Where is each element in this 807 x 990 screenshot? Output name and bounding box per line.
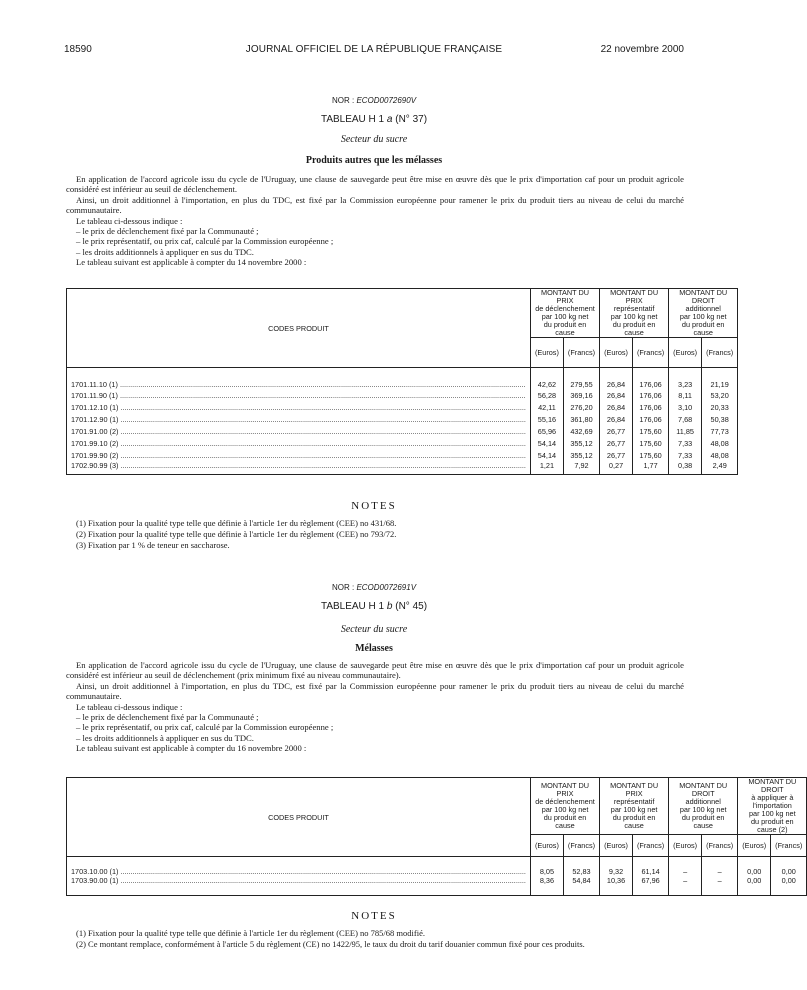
value-cell: 276,20 bbox=[563, 401, 599, 413]
group-line: MONTANT DU DROIT bbox=[748, 777, 797, 794]
value-cell: 21,19 bbox=[702, 368, 738, 390]
value-cell: 67,96 bbox=[632, 876, 668, 896]
dot-leader: ........................................................................................................................................................................................................ bbox=[117, 380, 526, 389]
value-cell: 10,36 bbox=[600, 876, 633, 896]
value-cell: 0,00 bbox=[771, 876, 807, 896]
product-code: 1702.90.99 (3) bbox=[71, 461, 119, 470]
value-cell: 7,68 bbox=[669, 413, 702, 425]
column-header-codes: CODES PRODUIT bbox=[67, 778, 531, 857]
value-cell: 1,77 bbox=[632, 461, 668, 475]
product-code-cell bbox=[67, 449, 531, 461]
list-item: – les droits additionnels à appliquer en sus du TDC. bbox=[76, 732, 254, 743]
footnote: (3) Fixation par 1 % de teneur en saccharose. bbox=[76, 540, 230, 550]
intro-text bbox=[66, 660, 684, 754]
unit-header: (Francs) bbox=[632, 338, 668, 368]
notes-heading: NOTES bbox=[351, 910, 397, 922]
list-item: – les droits additionnels à appliquer en sus du TDC. bbox=[76, 246, 254, 257]
group-line: de déclenchement bbox=[535, 304, 595, 313]
dot-leader: ........................................................................................................................................................................................................ bbox=[118, 426, 526, 436]
value-cell: 52,83 bbox=[563, 857, 599, 877]
value-cell: 26,77 bbox=[600, 437, 633, 449]
list-item: – le prix représentatif, ou prix caf, calculé par la Commission européenne ; bbox=[76, 236, 334, 247]
page-number: 18590 bbox=[64, 44, 92, 55]
value-cell: 42,62 bbox=[530, 368, 563, 390]
table-row bbox=[67, 437, 738, 449]
table-row bbox=[67, 461, 738, 475]
unit-header: (Francs) bbox=[563, 338, 599, 368]
unit-header: (Euros) bbox=[669, 835, 702, 857]
group-line: MONTANT DU PRIX bbox=[541, 781, 589, 798]
paragraph: Ainsi, un droit additionnel à l'importation, en plus du TDC, est fixé par la Commission européenne pour ramener le prix du produit tiers au niveau de celui du marché communautaire. bbox=[66, 680, 684, 702]
table-row bbox=[67, 449, 738, 461]
value-cell: 26,84 bbox=[600, 401, 633, 413]
product-code-cell bbox=[67, 857, 531, 877]
value-cell: 0,00 bbox=[771, 857, 807, 877]
dot-leader: ........................................................................................................................................................................................................ bbox=[118, 867, 526, 876]
value-cell: 355,12 bbox=[563, 449, 599, 461]
value-cell: 77,73 bbox=[702, 425, 738, 437]
paragraph: Le tableau ci-dessous indique : bbox=[76, 701, 183, 712]
dot-leader: ........................................................................................................................................................................................................ bbox=[118, 461, 526, 470]
value-cell: 20,33 bbox=[702, 401, 738, 413]
list-item: – le prix de déclenchement fixé par la Communauté ; bbox=[76, 226, 259, 237]
unit-header: (Euros) bbox=[530, 835, 563, 857]
nor-label: NOR : bbox=[331, 583, 355, 592]
nor-code: ECOD0072691V bbox=[356, 583, 417, 592]
value-cell: 55,16 bbox=[530, 413, 563, 425]
footnote: (2) Ce montant remplace, conformément à l'article 5 du règlement (CE) no 1422/95, le taux du droit du tarif douanier commun fixé pour ces produits. bbox=[76, 939, 585, 949]
nor-reference bbox=[0, 583, 748, 592]
value-cell: 8,05 bbox=[530, 857, 563, 877]
table-row bbox=[67, 857, 807, 877]
value-cell: 9,32 bbox=[600, 857, 633, 877]
group-line: MONTANT DU PRIX bbox=[541, 288, 589, 305]
value-cell: 432,69 bbox=[563, 425, 599, 437]
value-cell: 8,11 bbox=[669, 389, 702, 401]
product-code: 1701.12.10 (1) bbox=[71, 402, 119, 412]
group-line: par 100 kg net bbox=[610, 805, 658, 814]
group-line: par 100 kg net bbox=[679, 805, 727, 814]
value-cell: 61,14 bbox=[632, 857, 668, 877]
product-title: Mélasses bbox=[355, 643, 393, 654]
product-code-cell bbox=[67, 461, 531, 475]
product-code-cell bbox=[67, 368, 531, 390]
product-code-cell bbox=[67, 389, 531, 401]
value-cell: 7,92 bbox=[563, 461, 599, 475]
column-group-additional-duty bbox=[669, 289, 738, 338]
table-row bbox=[67, 876, 807, 896]
value-cell: 2,49 bbox=[702, 461, 738, 475]
value-cell: – bbox=[669, 876, 702, 896]
value-cell: 279,55 bbox=[563, 368, 599, 390]
product-title: Produits autres que les mélasses bbox=[305, 155, 443, 166]
group-line: MONTANT DU PRIX bbox=[610, 288, 659, 305]
group-line: à appliquer à l'importation bbox=[751, 793, 794, 810]
value-cell: 0,27 bbox=[600, 461, 633, 475]
group-line: du produit en cause bbox=[543, 813, 587, 830]
issue-date: 22 novembre 2000 bbox=[600, 44, 684, 55]
journal-title: JOURNAL OFFICIEL DE LA RÉPUBLIQUE FRANÇAISE bbox=[245, 44, 503, 55]
group-line: du produit en cause bbox=[681, 320, 725, 337]
product-code-cell bbox=[67, 425, 531, 437]
sector-label: Secteur du sucre bbox=[340, 624, 408, 635]
product-code: 1701.12.90 (1) bbox=[71, 414, 119, 424]
table-row bbox=[67, 413, 738, 425]
value-cell: 26,84 bbox=[600, 389, 633, 401]
notes-list bbox=[76, 518, 676, 551]
value-cell: 175,60 bbox=[632, 449, 668, 461]
paragraph: En application de l'accord agricole issu du cycle de l'Uruguay, une clause de sauvegarde peut être mise en œuvre dès que le prix d'importation caf pour un produit agricole considéré est inférieur au seuil de déclenchement. bbox=[66, 174, 684, 195]
product-code: 1701.99.90 (2) bbox=[71, 450, 119, 460]
footnote: (1) Fixation pour la qualité type telle que définie à l'article 1er du règlement (CEE) no 431/68. bbox=[76, 518, 397, 528]
value-cell: 7,33 bbox=[669, 449, 702, 461]
unit-header: (Euros) bbox=[669, 338, 702, 368]
value-cell: 176,06 bbox=[632, 389, 668, 401]
unit-header: (Francs) bbox=[702, 338, 738, 368]
value-cell: 361,80 bbox=[563, 413, 599, 425]
nor-code: ECOD0072690V bbox=[356, 96, 417, 105]
nor-reference bbox=[0, 96, 748, 105]
product-code: 1701.11.10 (1) bbox=[71, 380, 118, 389]
group-line: par 100 kg net bbox=[679, 312, 727, 321]
group-line: du produit en cause bbox=[681, 813, 725, 830]
nor-label: NOR : bbox=[331, 96, 355, 105]
group-line: par 100 kg net bbox=[610, 312, 658, 321]
unit-header: (Euros) bbox=[600, 338, 633, 368]
page-header bbox=[64, 44, 684, 60]
value-cell: 26,84 bbox=[600, 413, 633, 425]
dot-leader: ........................................................................................................................................................................................................ bbox=[118, 438, 526, 448]
value-cell: 3,23 bbox=[669, 368, 702, 390]
group-line: par 100 kg net bbox=[748, 809, 796, 818]
paragraph: Ainsi, un droit additionnel à l'importation, en plus du TDC, est fixé par la Commission européenne pour ramener le prix du produit tiers au niveau de celui du marché communautaire. bbox=[66, 194, 684, 216]
value-cell: 369,16 bbox=[563, 389, 599, 401]
table-title-number: (N° 45) bbox=[392, 601, 428, 612]
tariff-table-sugar bbox=[66, 288, 738, 475]
table-body bbox=[67, 857, 807, 896]
table-title-prefix: TABLEAU H 1 bbox=[320, 114, 387, 125]
column-group-trigger-price bbox=[530, 289, 599, 338]
value-cell: 8,36 bbox=[530, 876, 563, 896]
value-cell: 355,12 bbox=[563, 437, 599, 449]
column-group-trigger-price bbox=[530, 778, 599, 835]
value-cell: 176,06 bbox=[632, 413, 668, 425]
value-cell: 48,08 bbox=[702, 437, 738, 449]
table-row bbox=[67, 368, 738, 390]
column-header-codes: CODES PRODUIT bbox=[67, 289, 531, 368]
group-line: représentatif bbox=[613, 797, 655, 806]
table-row bbox=[67, 389, 738, 401]
value-cell: – bbox=[669, 857, 702, 877]
value-cell: – bbox=[702, 876, 738, 896]
value-cell: – bbox=[702, 857, 738, 877]
unit-header: (Francs) bbox=[563, 835, 599, 857]
paragraph: Le tableau ci-dessous indique : bbox=[76, 215, 183, 226]
value-cell: 65,96 bbox=[530, 425, 563, 437]
value-cell: 48,08 bbox=[702, 449, 738, 461]
value-cell: 54,84 bbox=[563, 876, 599, 896]
column-group-additional-duty bbox=[669, 778, 738, 835]
dot-leader: ........................................................................................................................................................................................................ bbox=[118, 402, 526, 412]
column-group-import-duty bbox=[738, 778, 807, 835]
column-group-representative-price bbox=[600, 778, 669, 835]
group-line: additionnel bbox=[685, 797, 721, 806]
value-cell: 0,38 bbox=[669, 461, 702, 475]
unit-header: (Euros) bbox=[530, 338, 563, 368]
sector-label: Secteur du sucre bbox=[340, 134, 408, 145]
value-cell: 42,11 bbox=[530, 401, 563, 413]
group-line: MONTANT DU DROIT bbox=[679, 781, 728, 798]
paragraph: Le tableau suivant est applicable à compter du 16 novembre 2000 : bbox=[76, 743, 307, 754]
value-cell: 7,33 bbox=[669, 437, 702, 449]
table-row bbox=[67, 401, 738, 413]
group-line: MONTANT DU PRIX bbox=[610, 781, 659, 798]
value-cell: 11,85 bbox=[669, 425, 702, 437]
product-code: 1703.90.00 (1) bbox=[71, 876, 119, 885]
unit-header: (Euros) bbox=[738, 835, 771, 857]
product-code-cell bbox=[67, 876, 531, 896]
table-title bbox=[0, 601, 748, 612]
product-code: 1701.91.00 (2) bbox=[71, 426, 119, 436]
value-cell: 1,21 bbox=[530, 461, 563, 475]
group-line: de déclenchement bbox=[535, 797, 595, 806]
group-line: du produit en cause bbox=[612, 813, 656, 830]
table-title bbox=[0, 114, 748, 125]
value-cell: 3,10 bbox=[669, 401, 702, 413]
dot-leader: ........................................................................................................................................................................................................ bbox=[118, 450, 526, 460]
value-cell: 176,06 bbox=[632, 401, 668, 413]
dot-leader: ........................................................................................................................................................................................................ bbox=[117, 390, 526, 400]
table-title-letter: b bbox=[386, 601, 393, 612]
product-code: 1701.11.90 (1) bbox=[71, 390, 118, 400]
paragraph: En application de l'accord agricole issu du cycle de l'Uruguay, une clause de sauvegarde peut être mise en œuvre dès que le prix d'importation caf pour un produit agricole considéré est inférieur au seuil de déclenchement (prix minimum fixé au niveau communautaire). bbox=[66, 660, 684, 681]
value-cell: 54,14 bbox=[530, 449, 563, 461]
value-cell: 0,00 bbox=[738, 857, 771, 877]
value-cell: 176,06 bbox=[632, 368, 668, 390]
product-code-cell bbox=[67, 437, 531, 449]
group-line: par 100 kg net bbox=[541, 312, 589, 321]
value-cell: 56,28 bbox=[530, 389, 563, 401]
tariff-table-molasses bbox=[66, 777, 807, 896]
group-line: du produit en cause bbox=[543, 320, 587, 337]
value-cell: 50,38 bbox=[702, 413, 738, 425]
dot-leader: ........................................................................................................................................................................................................ bbox=[118, 414, 526, 424]
product-code: 1701.99.10 (2) bbox=[71, 438, 119, 448]
value-cell: 54,14 bbox=[530, 437, 563, 449]
group-line: par 100 kg net bbox=[541, 805, 589, 814]
value-cell: 26,77 bbox=[600, 449, 633, 461]
intro-text bbox=[66, 174, 684, 268]
unit-header: (Francs) bbox=[702, 835, 738, 857]
value-cell: 0,00 bbox=[738, 876, 771, 896]
dot-leader: ........................................................................................................................................................................................................ bbox=[118, 876, 526, 885]
paragraph: Le tableau suivant est applicable à compter du 14 novembre 2000 : bbox=[76, 257, 307, 268]
value-cell: 175,60 bbox=[632, 437, 668, 449]
product-code-cell bbox=[67, 413, 531, 425]
group-line: du produit en cause bbox=[612, 320, 656, 337]
list-item: – le prix de déclenchement fixé par la Communauté ; bbox=[76, 712, 259, 723]
product-code-cell bbox=[67, 401, 531, 413]
unit-header: (Francs) bbox=[632, 835, 668, 857]
footnote: (1) Fixation pour la qualité type telle que définie à l'article 1er du règlement (CEE) no 785/68 modifié. bbox=[76, 928, 425, 938]
table-title-letter: a bbox=[386, 114, 393, 125]
group-line: du produit en cause (2) bbox=[750, 817, 794, 834]
notes-list bbox=[66, 928, 684, 949]
group-line: MONTANT DU DROIT bbox=[679, 288, 728, 305]
table-title-number: (N° 37) bbox=[392, 114, 428, 125]
table-title-prefix: TABLEAU H 1 bbox=[320, 601, 387, 612]
list-item: – le prix représentatif, ou prix caf, calculé par la Commission européenne ; bbox=[76, 722, 334, 733]
unit-header: (Francs) bbox=[771, 835, 807, 857]
group-line: additionnel bbox=[685, 304, 721, 313]
column-group-representative-price bbox=[600, 289, 669, 338]
value-cell: 175,60 bbox=[632, 425, 668, 437]
table-body bbox=[67, 368, 738, 475]
unit-header: (Euros) bbox=[600, 835, 633, 857]
footnote: (2) Fixation pour la qualité type telle que définie à l'article 1er du règlement (CEE) no 793/72. bbox=[76, 529, 397, 539]
value-cell: 26,77 bbox=[600, 425, 633, 437]
notes-heading: NOTES bbox=[351, 500, 397, 512]
table-row bbox=[67, 425, 738, 437]
product-code: 1703.10.00 (1) bbox=[71, 867, 119, 876]
group-line: représentatif bbox=[613, 304, 655, 313]
value-cell: 53,20 bbox=[702, 389, 738, 401]
value-cell: 26,84 bbox=[600, 368, 633, 390]
